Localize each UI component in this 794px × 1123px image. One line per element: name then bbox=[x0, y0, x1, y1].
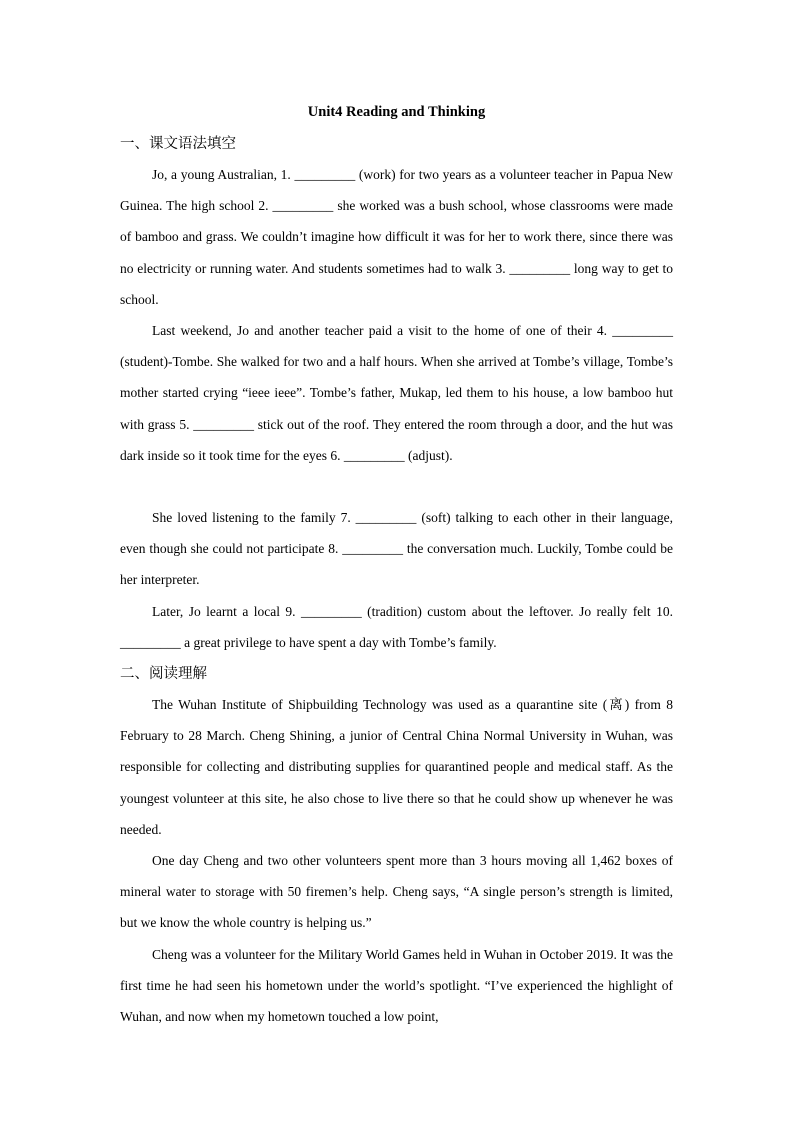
paragraph: One day Cheng and two other volunteers spent more than 3 hours moving all 1,462 boxes of mineral water to storage with 50 firemen’s help. Cheng says, “A single person’s strength is limited, but we know the whole country is helping us.” bbox=[120, 853, 673, 931]
paragraph: Later, Jo learnt a local 9. _________ (tradition) custom about the leftover. Jo really felt 10. _________ a great privilege to have spent a day with Tombe’s family. bbox=[120, 604, 673, 651]
document-title: Unit4 Reading and Thinking bbox=[307, 104, 486, 120]
section-heading-grammar-fill: 一、课文语法填空 bbox=[120, 136, 236, 152]
paragraph: She loved listening to the family 7. _________ (soft) talking to each other in their language, even though she could not participate 8. _________ the conversation much. Luckily, Tombe could be her interpreter. bbox=[120, 510, 673, 588]
paragraph: Jo, a young Australian, 1. _________ (work) for two years as a volunteer teacher in Papua New Guinea. The high school 2. _________ she worked was a bush school, whose classrooms were made of bamboo and grass. We couldn’t imagine how difficult it was for her to work there, since there was no electricity or running water. And students sometimes had to walk 3. _________ long way to get to school. bbox=[120, 167, 673, 307]
paragraph: The Wuhan Institute of Shipbuilding Technology was used as a quarantine site (离) from 8 February to 28 March. Cheng Shining, a junior of Central China Normal University in Wuhan, was responsible for collecting and distributing supplies for quarantined people and medical staff. As the youngest volunteer at this site, he also chose to live there so that he could show up whenever he was needed. bbox=[120, 697, 673, 837]
section-heading-reading-comprehension: 二、阅读理解 bbox=[120, 666, 207, 682]
paragraph: Last weekend, Jo and another teacher paid a visit to the home of one of their 4. _________ (student)-Tombe. She walked for two and a half hours. When she arrived at Tombe’s village, Tombe’s mother started crying “ieee ieee”. Tombe’s father, Mukap, led them to his house, a low bamboo hut with grass 5. _________ stick out of the roof. They entered the room through a door, and the hut was dark inside so it took time for the eyes 6. _________ (adjust). bbox=[120, 323, 673, 463]
paragraph: Cheng was a volunteer for the Military World Games held in Wuhan in October 2019. It was the first time he had seen his hometown under the world’s spotlight. “I’ve experienced the highlight of Wuhan, and now when my hometown touched a low point, bbox=[120, 947, 673, 1025]
